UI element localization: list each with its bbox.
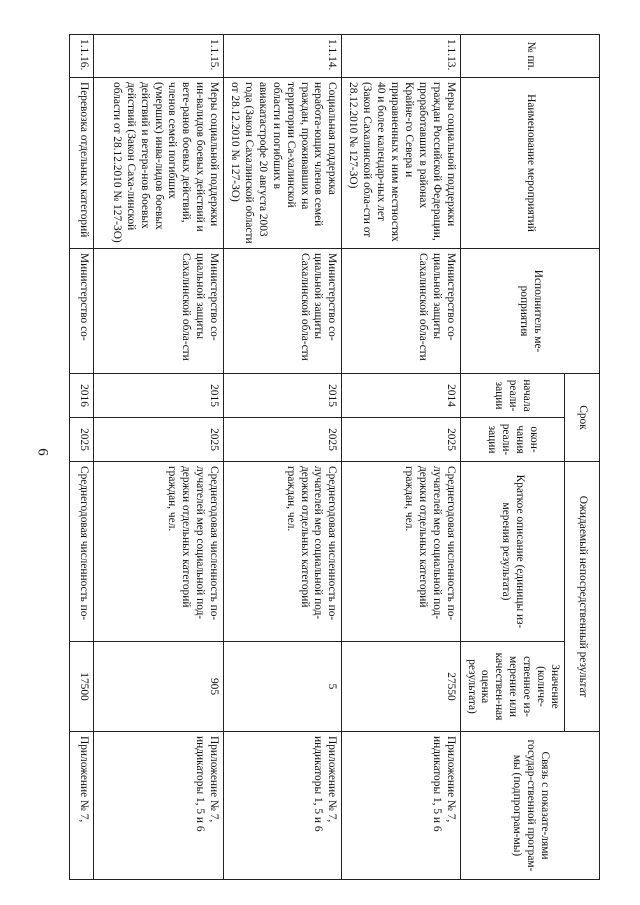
row-start: 2015 — [224, 374, 342, 418]
row-desc: Среднегодовая численность по- — [70, 462, 94, 642]
rotated-table-wrapper — [78, 34, 600, 879]
header-term: Срок — [565, 374, 600, 462]
row-desc: Среднегодовая численность по-лучателей мер социальной под-держки отдельных категорий граждан, чел. — [342, 462, 460, 642]
row-num: 1.1.13. — [342, 35, 460, 78]
header-result-value: Значение (количе-ственное из-мерение или качествен-ная оценка результата) — [460, 642, 564, 732]
page-number: 6 — [34, 448, 51, 456]
row-name: Социальная поддержка неработа-ющих членов семей граждан, проживавших на территории Са-халинской области и погибших в авиакатастрофе 20 августа 2003 года (Закон Сахалинской области от 28.12.2010 № 127-ЗО) — [224, 78, 342, 249]
row-link: Приложение № 7, индикаторы 1, 5 и 6 — [224, 732, 342, 880]
header-num: № пп. — [460, 35, 599, 78]
row-value: 905 — [94, 642, 224, 732]
row-desc: Среднегодовая численность по-лучателей мер социальной под-держки отдельных категорий граждан, чел. — [224, 462, 342, 642]
row-executor: Министерство со-циальной защиты Сахалинской обла-сти — [224, 249, 342, 374]
row-start: 2014 — [342, 374, 460, 418]
row-link: Приложение № 7, — [70, 732, 94, 880]
row-start: 2016 — [70, 374, 94, 418]
row-name: Меры социальной поддержки граждан Российской Федерации, проработавших в районах Крайне-го Севера и приравненных к ним местностях 40 и более календар-ных лет (Закон Сахалинской обла-сти от 28.12.2010 № 127-ЗО) — [342, 78, 460, 249]
row-num: 1.1.14. — [224, 35, 342, 78]
row-link: Приложение № 7, индикаторы 1, 5 и 6 — [94, 732, 224, 880]
measures-table — [69, 34, 600, 880]
row-executor: Министерство со-циальной защиты Сахалинской обла-сти — [94, 249, 224, 374]
table-row — [342, 35, 460, 880]
header-result: Ожидаемый непосредственный результат — [565, 462, 600, 732]
table-row — [224, 35, 342, 880]
row-start: 2015 — [94, 374, 224, 418]
row-num: 1.1.15. — [94, 35, 224, 78]
header-term-end: окон-чания реали-зации — [460, 418, 564, 462]
header-term-start: начала реали-зации — [460, 374, 564, 418]
row-executor: Министерство со-циальной защиты Сахалинской обла-сти — [342, 249, 460, 374]
row-desc: Среднегодовая численность по-лучателей мер социальной под-держки отдельных категорий граждан, чел. — [94, 462, 224, 642]
row-end: 2025 — [342, 418, 460, 462]
header-name: Наименование мероприятий — [460, 78, 599, 249]
row-end: 2025 — [224, 418, 342, 462]
row-value: 5 — [224, 642, 342, 732]
header-link: Связь с показате-лями государ-ственной програм-мы (подпрограм-мы) — [460, 732, 599, 880]
header-executor: Исполнитель ме-роприятия — [460, 249, 599, 374]
row-link: Приложение № 7, индикаторы 1, 5 и 6 — [342, 732, 460, 880]
row-name: Меры социальной поддержки ин-валидов боевых действий и вете-ранов боевых действий, членов семей погибших (умерших) инва-лидов боевых действий и ветера-нов боевых действий (Закон Саха-линской области от 28.12.2010 № 127-ЗО) — [94, 78, 224, 249]
row-value: 27550 — [342, 642, 460, 732]
row-end: 2025 — [94, 418, 224, 462]
row-value: 17500 — [70, 642, 94, 732]
table-row — [70, 35, 94, 880]
header-result-desc: Краткое описание (единицы из-мерения результата) — [460, 462, 564, 642]
row-num: 1.1.16. — [70, 35, 94, 78]
table-row — [94, 35, 224, 880]
row-end: 2025 — [70, 418, 94, 462]
row-name: Перевозка отдельных категорий — [70, 78, 94, 249]
row-executor: Министерство со- — [70, 249, 94, 374]
